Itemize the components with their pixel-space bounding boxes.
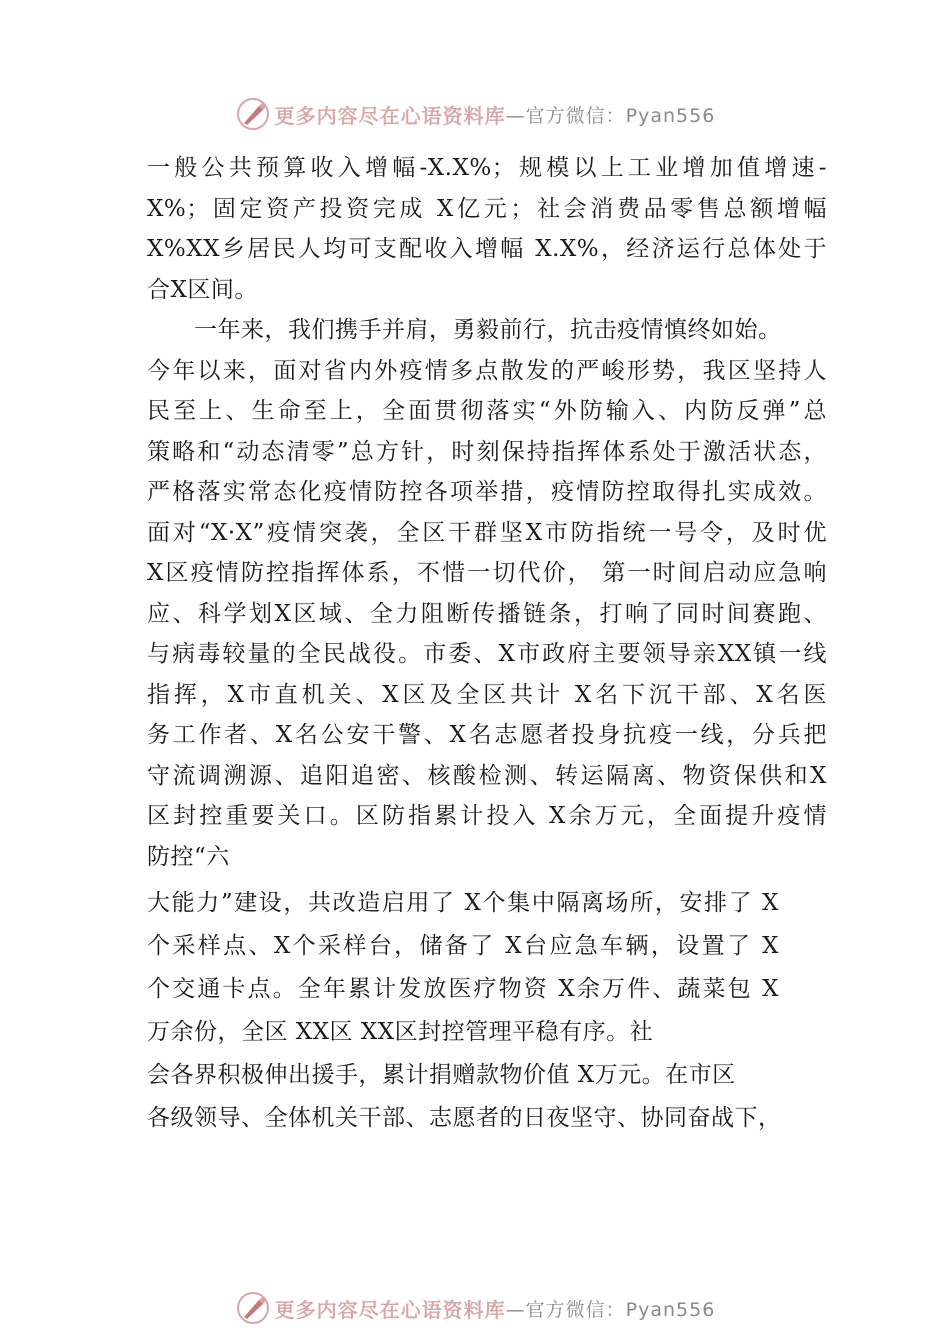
document-body	[147, 148, 827, 877]
footer-watermark	[0, 1286, 950, 1330]
watermark-sub-text: —官方微信：Pyan556	[505, 104, 716, 127]
paragraph-1	[147, 148, 827, 310]
text-line: 个采样点、X个采样台，储备了 X台应急车辆，设置了 X	[147, 933, 779, 959]
text-line: 会各界积极伸出援手，累计捐赠款物价值 X万元。在市区	[147, 1062, 736, 1088]
text-line: 个交通卡点。全年累计发放医疗物资 X余万件、蔬菜包 X	[147, 976, 779, 1002]
text-line: 防控“六	[147, 843, 230, 870]
text-line: 合X区间。	[147, 276, 258, 303]
pen-nib-logo-icon	[235, 96, 271, 132]
text-line: X区疫情防控指挥体系，不惜一切代价， 第一时间启动应急响	[147, 560, 827, 586]
text-line: 面对“X·X”疫情突袭，全区干群坚X市防指统一号令，及时优	[147, 519, 827, 546]
text-line: 与病毒较量的全民战役。市委、X市政府主要领导亲XX镇一线	[147, 641, 827, 667]
watermark-main-text: 更多内容尽在心语资料库	[274, 103, 506, 128]
paragraph-2	[147, 310, 827, 877]
text-line: 民至上、生命至上，全面贯彻落实“外防输入、内防反弹”总	[147, 398, 827, 424]
text-line: 守流调溯源、追阳追密、核酸检测、转运隔离、物资保供和X	[147, 762, 827, 789]
text-line: 今年以来，面对省内外疫情多点散发的严峻形势，我区坚持人	[147, 357, 827, 384]
watermark-sub-text: —官方微信：Pyan556	[505, 1298, 716, 1321]
pen-nib-logo-icon	[235, 1290, 271, 1326]
text-line: 策略和“动态清零”总方针，时刻保持指挥体系处于激活状态，	[147, 438, 827, 465]
text-line: 一般公共预算收入增幅-X.X%；规模以上工业增加值增速-	[147, 155, 827, 181]
text-line: X%；固定资产投资完成 X亿元；社会消费品零售总额增幅	[147, 195, 827, 222]
text-line: 区封控重要关口。区防指累计投入 X余万元，全面提升疫情	[147, 803, 827, 829]
text-line: 大能力”建设，共改造启用了 X个集中隔离场所，安排了 X	[147, 890, 779, 916]
text-line: 指挥，X市直机关、X区及全区共计 X名下沉干部、X名医	[147, 681, 827, 708]
paragraph-3	[147, 882, 827, 1140]
text-line: 严格落实常态化疫情防控各项举措，疫情防控取得扎实成效。	[147, 479, 827, 505]
text-line: 万余份，全区 XX区 XX区封控管理平稳有序。社	[147, 1019, 654, 1045]
text-line: 一年来，我们携手并肩，勇毅前行，抗击疫情慎终如始。	[147, 317, 782, 343]
text-line: 各级领导、全体机关干部、志愿者的日夜坚守、协同奋战下，	[147, 1105, 782, 1131]
text-line: X%XX乡居民人均可支配收入增幅 X.X%，经济运行总体处于	[147, 236, 827, 262]
text-line: 应、科学划X区域、全力阻断传播链条，打响了同时间赛跑、	[147, 600, 827, 627]
text-line: 务工作者、X名公安干警、X名志愿者投身抗疫一线，分兵把	[147, 722, 827, 748]
watermark-main-text: 更多内容尽在心语资料库	[274, 1297, 506, 1322]
header-watermark	[0, 92, 950, 136]
